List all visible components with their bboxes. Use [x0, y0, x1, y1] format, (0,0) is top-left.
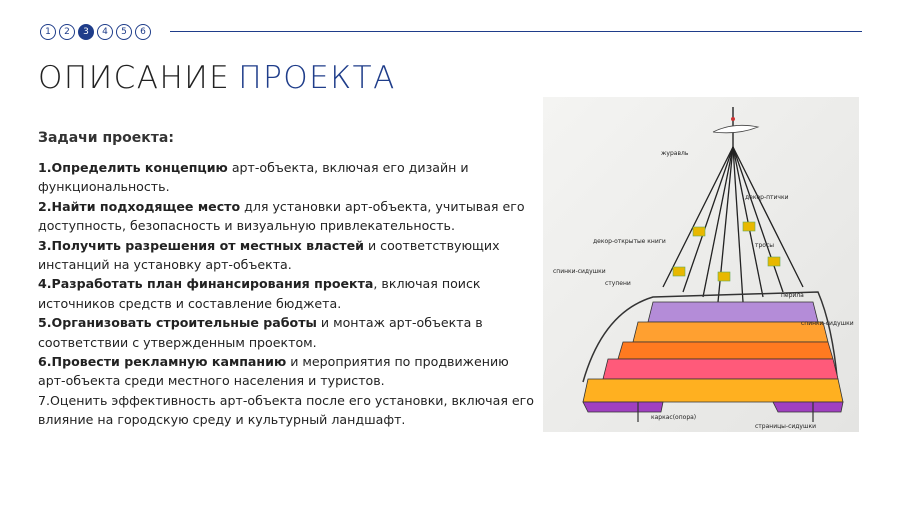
label-frame: каркас(опора): [651, 414, 697, 421]
task-item: 7.Оценить эффективность арт-объекта после его установки, включая его влияние на городскую среду и культурный ландшафт.: [38, 392, 534, 428]
label-seats2: спинки-сидушки: [801, 320, 854, 327]
label-railing: перила: [781, 292, 804, 299]
task-item: 5.Организовать строительные работы и монтаж арт-объекта в соответствии с утвержденным проектом.: [38, 315, 483, 350]
step-4[interactable]: 4: [97, 24, 113, 40]
step-2[interactable]: 2: [59, 24, 75, 40]
step-1[interactable]: 1: [40, 24, 56, 40]
tasks-heading: Задачи проекта:: [38, 130, 174, 146]
step-5[interactable]: 5: [116, 24, 132, 40]
step-6[interactable]: 6: [135, 24, 151, 40]
label-cranes: журавль: [661, 150, 689, 157]
header-divider: [170, 31, 862, 32]
title-part2: ПРОЕКТА: [238, 60, 396, 96]
label-books: декор-открытые книги: [593, 238, 666, 245]
label-seats: спинки-сидушки: [553, 268, 606, 275]
task-item: 6.Провести рекламную кампанию и мероприятия по продвижению арт-объекта среди местного населения и туристов.: [38, 354, 509, 389]
label-steps: ступени: [605, 280, 631, 287]
title-part1: ОПИСАНИЕ: [38, 60, 231, 96]
label-pages: страницы-сидушки: [755, 423, 816, 430]
tasks-list: [38, 158, 538, 430]
step-3-active[interactable]: 3: [78, 24, 94, 40]
label-ropes: тросы: [755, 242, 775, 249]
task-item: 4.Разработать план финансирования проекта, включая поиск источников средств и составление бюджета.: [38, 276, 481, 311]
task-item: 3.Получить разрешения от местных властей и соответствующих инстанций на установку арт-объекта.: [38, 237, 500, 273]
task-item: 2.Найти подходящее место для установки арт-объекта, учитывая его доступность, безопасность и визуальную привлекательность.: [38, 198, 525, 234]
art-object-sketch: [543, 97, 859, 432]
label-birds: декор-птички: [745, 194, 789, 201]
page-title: [38, 60, 396, 96]
step-indicator: [40, 24, 151, 40]
task-item: 1.Определить концепцию арт-объекта, включая его дизайн и функциональность.: [38, 160, 469, 195]
